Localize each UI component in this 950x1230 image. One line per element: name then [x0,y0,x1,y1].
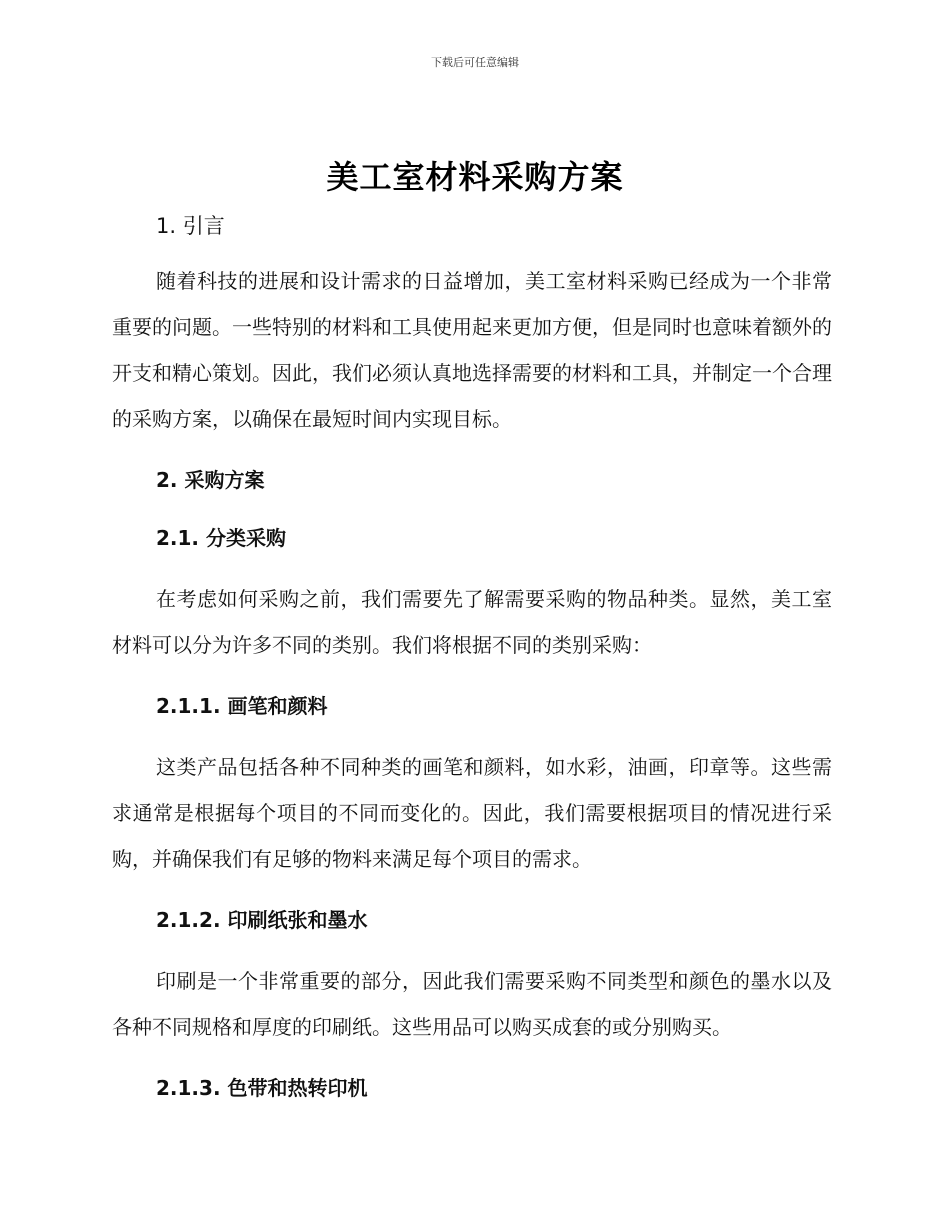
document-body [112,200,832,1108]
section-heading-intro: 1. 引言 [156,214,225,238]
section-heading-brushes-paints: 2.1.1. 画笔和颜料 [156,694,328,718]
document-title: 美工室材料采购方案 [326,158,624,196]
header-note: 下载后可任意编辑 [431,56,519,69]
paragraph-intro: 随着科技的进展和设计需求的日益增加，美工室材料采购已经成为一个非常重要的问题。一些特别的材料和工具使用起来更加方便，但是同时也意味着额外的开支和精心策划。因此，我们必须认真地选择需要的材料和工具，并制定一个合理的采购方案，以确保在最短时间内实现目标。 [112,269,832,431]
section-heading-category-purchase: 2.1. 分类采购 [156,526,286,550]
section-heading-paper-ink: 2.1.2. 印刷纸张和墨水 [156,908,368,932]
paragraph-paper-ink: 印刷是一个非常重要的部分，因此我们需要采购不同类型和颜色的墨水以及各种不同规格和厚度的印刷纸。这些用品可以购买成套的或分别购买。 [112,969,832,1039]
paragraph-brushes-paints: 这类产品包括各种不同种类的画笔和颜料，如水彩，油画，印章等。这些需求通常是根据每个项目的不同而变化的。因此，我们需要根据项目的情况进行采购，并确保我们有足够的物料来满足每个项目的需求。 [112,755,832,871]
section-heading-purchase-plan: 2. 采购方案 [156,468,265,492]
section-heading-ribbon-printer: 2.1.3. 色带和热转印机 [156,1076,368,1100]
paragraph-category-purchase: 在考虑如何采购之前，我们需要先了解需要采购的物品种类。显然，美工室材料可以分为许多不同的类别。我们将根据不同的类别采购： [112,587,832,657]
